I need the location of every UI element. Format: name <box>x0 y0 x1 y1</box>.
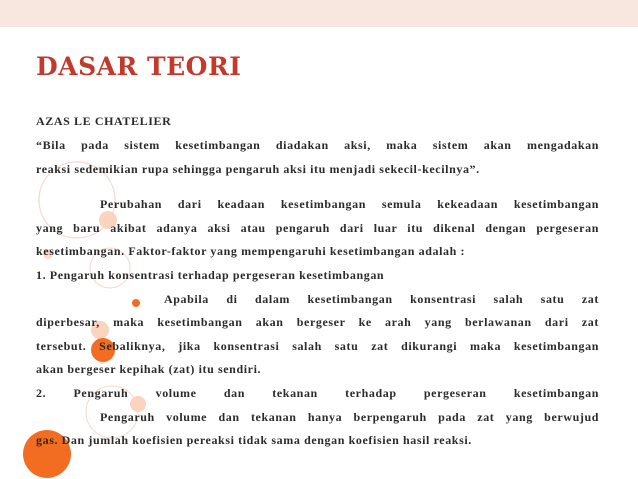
text-line: kesetimbangan. Faktor-faktor yang mempengaruhi kesetimbangan adalah : <box>36 244 466 259</box>
text-line: tersebut. Sebaliknya, jika konsentrasi salah satu zat dikurangi maka kesetimbangan <box>36 338 599 353</box>
text-line: Perubahan dari keadaan kesetimbangan semula kekeadaan kesetimbangan <box>100 197 599 212</box>
text-line: diperbesar, maka kesetimbangan akan bergeser ke arah yang berlawanan dari zat <box>36 315 599 330</box>
text-line: yang baru akibat adanya aksi atau pengaruh dari luar itu dikenal dengan pergeseran <box>36 220 599 235</box>
text-line: reaksi sedemikian rupa sehingga pengaruh aksi itu menjadi sekecil-kecilnya”. <box>36 161 480 176</box>
text-line: “Bila pada sistem kesetimbangan diadakan aksi, maka sistem akan mengadakan <box>36 138 599 152</box>
paragraph-gap <box>36 181 599 193</box>
slide-body <box>36 114 599 453</box>
slide-title: DASAR TEORI <box>36 52 242 81</box>
text-line: gas. Dan jumlah koefisien pereaksi tidak sama dengan koefisien hasil reaksi. <box>36 433 472 448</box>
subtitle: AZAS LE CHATELIER <box>36 114 172 128</box>
text-line: 2. Pengaruh volume dan tekanan terhadap pergeseran kesetimbangan <box>36 385 599 400</box>
text-line: 1. Pengaruh konsentrasi terhadap pergeseran kesetimbangan <box>36 267 385 282</box>
text-line: Pengaruh volume dan tekanan hanya berpengaruh pada zat yang berwujud <box>100 409 599 424</box>
text-line: akan bergeser kepihak (zat) itu sendiri. <box>36 362 262 377</box>
text-line: Apabila di dalam kesetimbangan konsentrasi salah satu zat <box>164 291 599 306</box>
